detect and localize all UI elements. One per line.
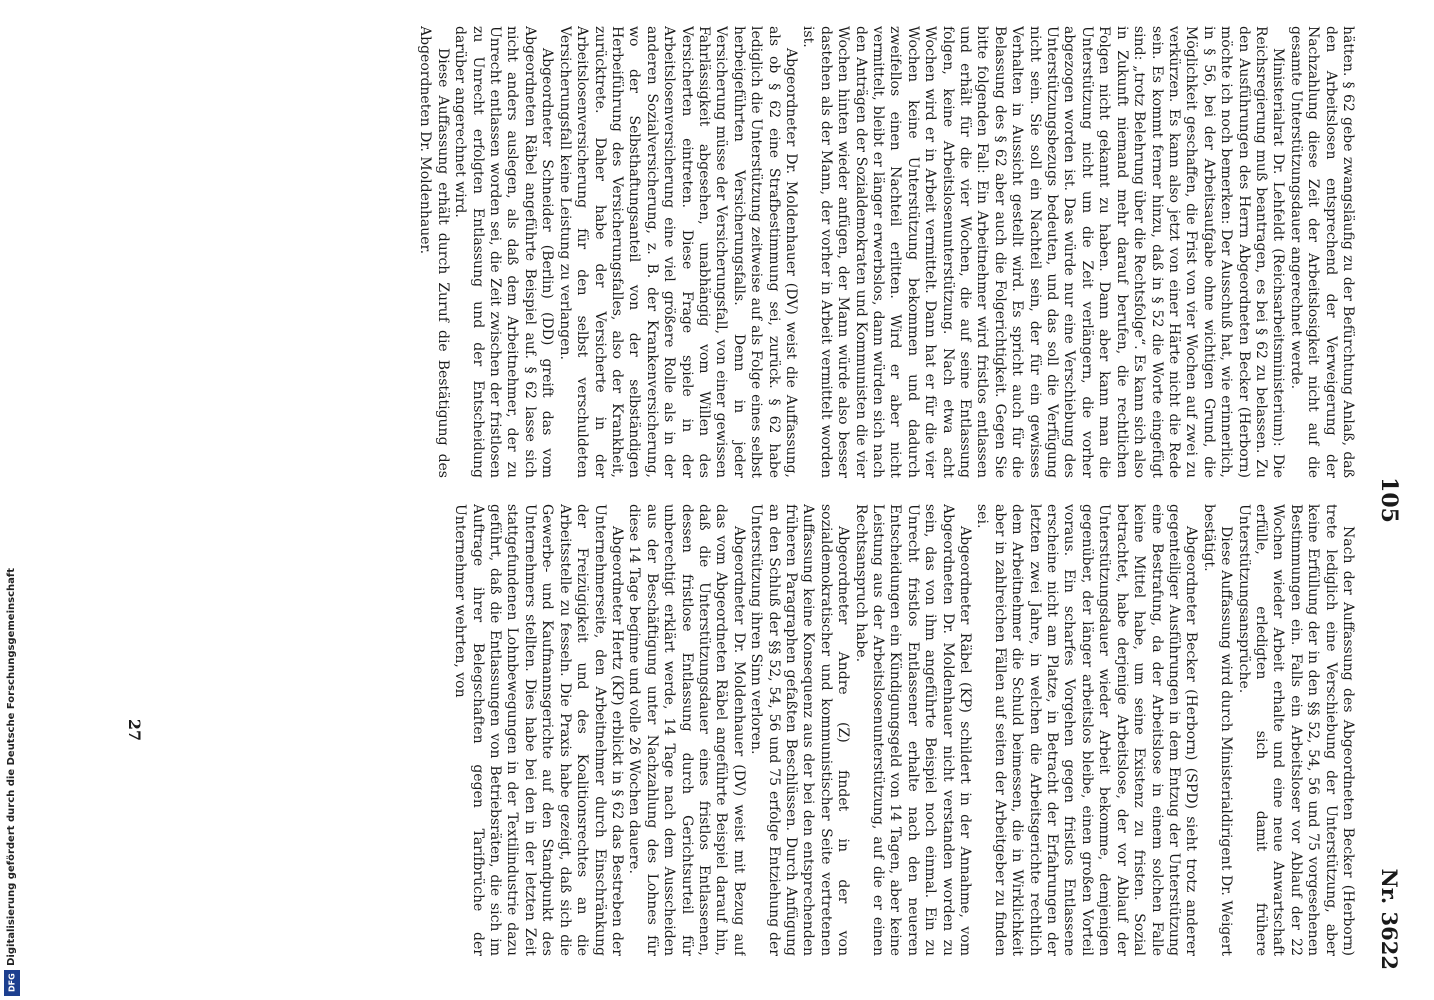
paragraph: Abgeordneter Dr. Moldenhauer (DV) weist die Auffassung, als ob § 62 eine Strafbestimmung sei, zurück. § 62 habe lediglich die Unterstützung zeitweise auf als Folge eines selbst herbeigeführten Versicherungsfalls. Denn in jeder Versicherung müsse der Versicherungsfall, von einer gewissen Fahrlässigkeit abgesehen, unabhängig vom Willen des Versicherten eintreten. Diese Frage spiele in der Arbeitslosenversicherung eine viel größere Rolle als in der anderen Sozialversicherung, z. B. der Krankenversicherung, wo der Selbsthaftungsanteil von der selbständigen Herbeiführung des Versicherungsfalles, also der Krankheit, zurücktrete. Daher habe der Versicherte in der Arbeitslosenversicherung für den selbst verschuldeten Versicherungsfall keine Leistung zu verlangen. <box>556 26 799 478</box>
page-header <box>1368 30 1402 970</box>
left-text-column <box>156 26 1356 478</box>
paragraph: hätten. § 62 gebe zwangsläufig zu der Befürchtung Anlaß, daß den Arbeitslosen entsprechend der Verweigerung der Nachzahlung diese Zeit der Arbeitslosigkeit nicht auf die gesamte Unterstützungsdauer angerechnet werde. <box>1287 26 1356 478</box>
printer-signature: 27 <box>125 718 144 742</box>
paragraph: Abgeordneter Räbel (KP) schildert in der Annahme, vom Abgeordneten Dr. Moldenhauer nicht verstanden worden zu sein, das von ihm angeführte Beispiel noch einmal. Ein zu Unrecht fristlos Entlassener erhalte nach den neueren Entscheidungen ein Kündigungsgeld von 14 Tagen, aber keine Leistung aus der Arbeitslosenunterstützung, auf die er einen Rechtsanspruch habe. <box>852 504 974 956</box>
paragraph: Abgeordneter Andre (Z) findet in der von sozialdemokratischer und kommunistischer Seite vertretenen Auffassung keine Konsequenz aus der bei den entsprechenden früheren Paragraphen gefaßten Beschlüssen. Durch Anfügung an den Schluß der §§ 52, 54, 56 und 75 erfolge Entziehung der Unterstützung ihren Sinn verloren. <box>748 504 852 956</box>
document-number: Nr. 3622 <box>1377 868 1402 970</box>
funding-note-text: Digitalisierung gefördert durch die Deutsche Forschungsgemeinschaft <box>6 568 17 966</box>
paragraph: Diese Auffassung erhält durch Zuruf die Bestätigung des Abgeordneten Dr. Moldenhauer. <box>417 26 451 478</box>
paragraph: Abgeordneter Becker (Herborn) (SPD) sieht trotz anderer gegenteiliger Ausführungen in dem Entzug der Unterstützung eine Bestrafung, da der Arbeitslose in einem solchen Falle keine Mittel habe, um seine Existenz zu fristen. Sozial betrachtet, habe derjenige Arbeitslose, der vor Ablauf der Unterstützungsdauer wieder Arbeit bekomme, demjenigen gegenüber, der länger arbeitslos bleibe, einen großen Vorteil voraus. Ein scharfes Vorgehen gegen fristlos Entlassene erscheine nicht am Platze, in Betracht der Erfahrungen der letzten zwei Jahre, in welchen die Arbeitsgerichte rechtlich dem Arbeitnehmer die Schuld beimessen, die in Wirklichkeit aber in zahlreichen Fällen auf seiten der Arbeitgeber zu finden sei. <box>974 504 1200 956</box>
paragraph: Diese Auffassung wird durch Ministerialdirigent Dr. Weigert bestätigt. <box>1200 504 1235 956</box>
paragraph: Ministerialrat Dr. Lehfeldt (Reichsarbeitsministerium): Die Reichsregierung muß beantragen, es bei § 62 zu belassen. Zu den Ausführungen des Herrn Abgeordneten Becker (Herborn) möchte ich noch bemerken: Der Ausschuß hat, wie erinnerlich, in § 56, bei der Arbeitsaufgabe ohne wichtigen Grund, die Möglichkeit geschaffen, die Frist von vier Wochen auf zwei zu verkürzen. Es kann also jetzt von einer Härte nicht die Rede sein. Es kommt ferner hinzu, daß in § 52 die Worte eingefügt sind: „trotz Belehrung über die Rechtsfolge“. Es kann sich also in Zukunft niemand mehr darauf berufen, die rechtlichen Folgen nicht gekannt zu haben. Dann aber kann man die Unterstützung nicht um die Zeit verlängern, die vorher abgezogen worden ist. Das würde nur eine Verschiebung des Unterstützungsbezugs bedeuten, und das soll die Verfügung nicht sein. Sie soll ein Nachteil sein, der für ein gewisses Verhalten in Aussicht gestellt wird. Es spricht auch für die Belassung des § 62 aber auch die Folgerichtigkeit. Gegen Sie bitte folgenden Fall: Ein Arbeitnehmer wird fristlos entlassen und erhält für die vier Wochen, die auf seine Entlassung folgen, keine Arbeitslosenunterstützung. Nach etwa acht Wochen wird er in Arbeit vermittelt. Dann hat er für die vier Wochen keine Unterstützung bekommen und dadurch zweifellos einen Nachteil erlitten. Wird er aber nicht vermittelt, bleibt er länger erwerbslos, dann würden sich nach den Anträgen der Sozialdemokraten und Kommunisten die vier Wochen hinten wieder anfügen, der Mann würde also besser dastehen als der Mann, der vorher in Arbeit vermittelt worden ist. <box>800 26 1287 478</box>
paragraph: Nach der Auffassung des Abgeordneten Becker (Herborn) trete lediglich eine Verschiebung der Unterstützung, aber keine Erfüllung der in den §§ 52, 54, 56 und 75 vorgesehenen Bestimmungen ein. Falls ein Arbeitsloser vor Ablauf der 22 Wochen wieder Arbeit erhalte und eine neue Anwartschaft erfülle, erledigten sich damit frühere Unterstützungsansprüche. <box>1235 504 1356 956</box>
page-number: 105 <box>1376 477 1402 523</box>
paragraph: Abgeordneter Schneider (Berlin) (DD) greift das vom Abgeordneten Räbel angeführte Beispiel auf. § 62 lasse sich nicht anders auslegen, als daß dem Arbeitnehmer, der zu Unrecht entlassen worden sei, die Zeit zwischen der fristlosen zu Unrecht erfolgten Entlassung und der Entscheidung darüber angerechnet wird. <box>452 26 556 478</box>
right-text-column <box>156 504 1356 956</box>
paragraph: Abgeordneter Dr. Moldenhauer (DV) weist mit Bezug auf das vom Abgeordneten Räbel angeführte Beispiel darauf hin, daß die Unterstützungsdauer eines fristlos Entlassenen, dessen fristlose Entlassung durch Gerichtsurteil für unberechtigt erklärt werde, 14 Tage nach dem Ausscheiden aus der Beschäftigung unter Nachzahlung des Lohnes für diese 14 Tage beginne und volle 26 Wochen dauere. <box>626 504 747 956</box>
dfg-logo: DFG <box>4 970 20 996</box>
digitization-note <box>0 0 24 1000</box>
paragraph: Abgeordneter Hertz (KP) erblickt in § 62 das Bestreben der Unternehmerseite, den Arbeitnehmer durch Einschränkung der Freizügigkeit und des Koalitionsrechtes an die Arbeitsstelle zu fesseln. Die Praxis habe gezeigt, daß sich die Gewerbe- und Kaufmannsgerichte auf den Standpunkt des Unternehmers stellten. Dies habe bei den in der letzten Zeit stattgefundenen Lohnbewegungen in der Textilindustrie dazu geführt, daß die Entlassungen von Betriebsräten, die sich im Auftrage ihrer Belegschaften gegen Tarifbrüche der Unternehmer wehrten, von <box>452 504 625 956</box>
